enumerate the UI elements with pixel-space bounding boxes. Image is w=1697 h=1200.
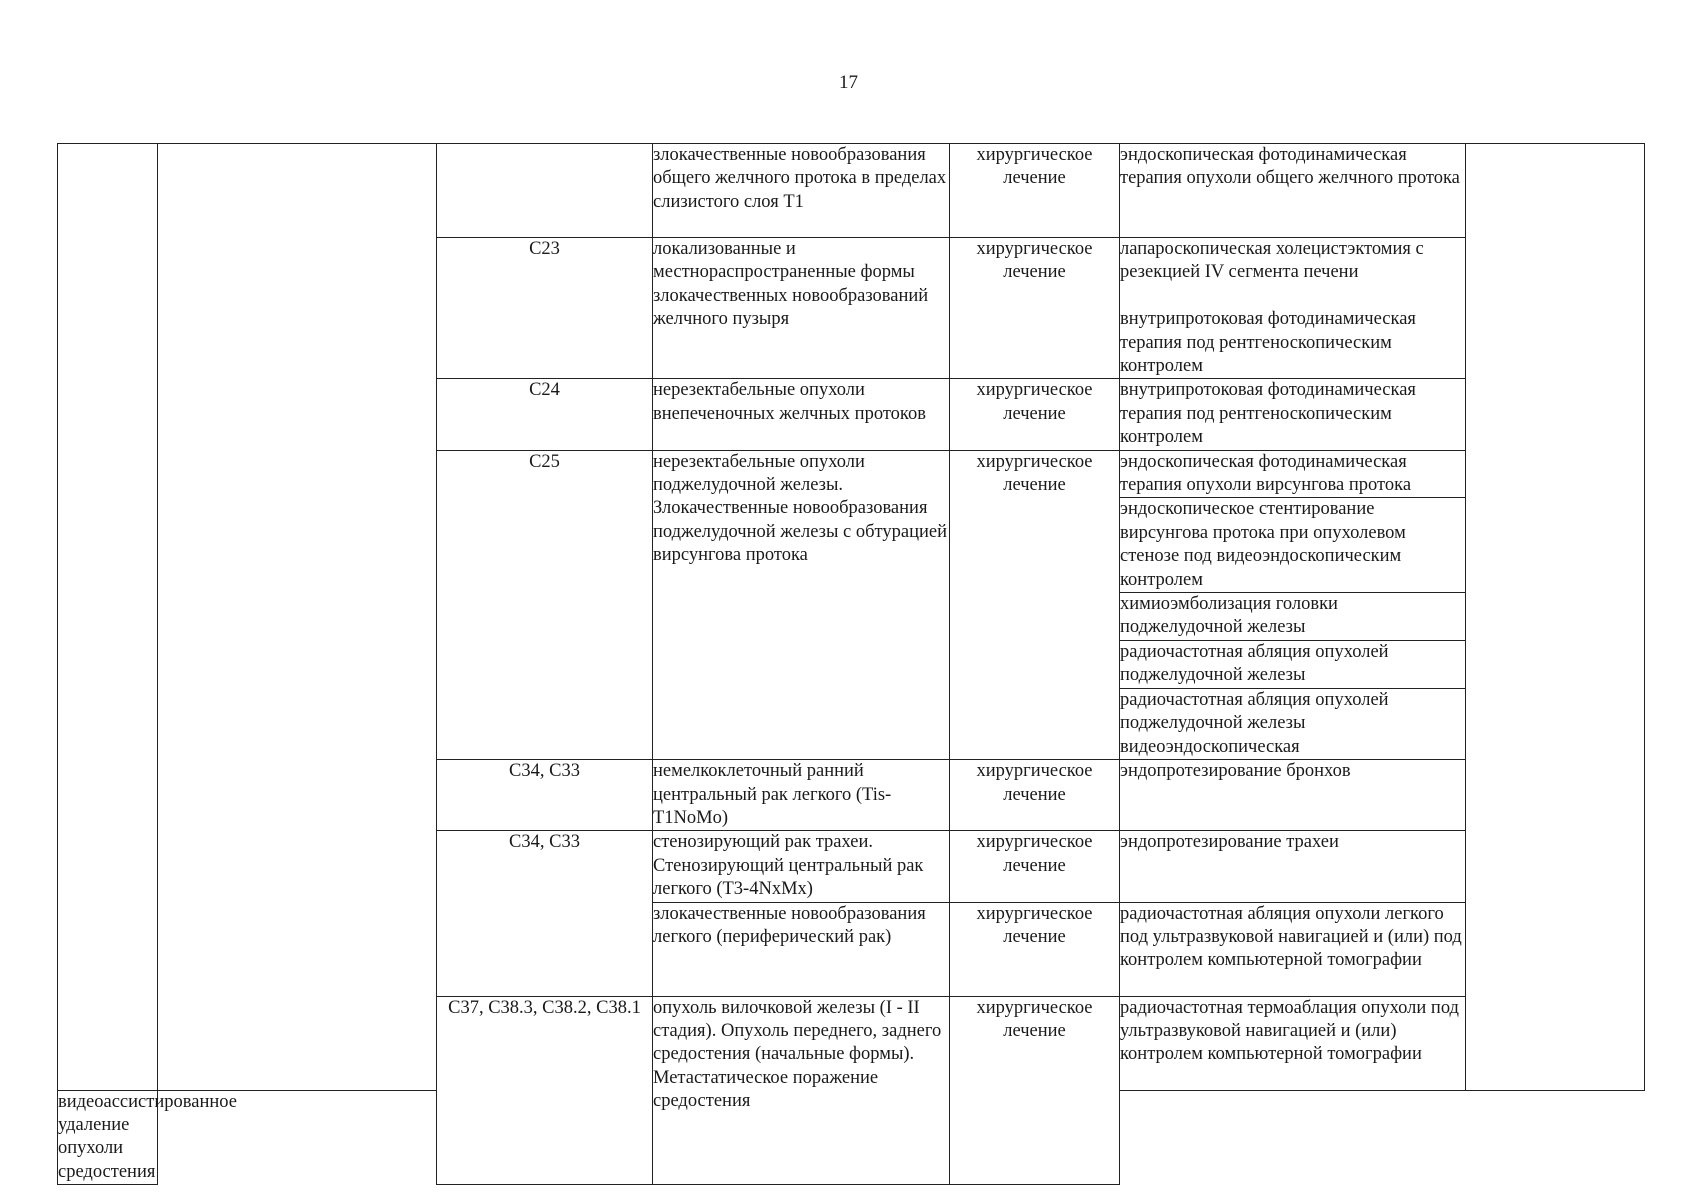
page-number: 17 [839, 72, 858, 93]
treatment-type-cell: хирургическое лечение [950, 238, 1120, 379]
diagnosis-cell: злокачественные новообразования общего желчного протока в пределах слизистого слоя Т1 [653, 144, 950, 238]
col-profile-cell [158, 144, 437, 1091]
code-cell [437, 144, 653, 238]
method-text: лапароскопическая холецистэктомия с резекцией IV сегмента печени [1120, 239, 1424, 283]
method-cell: эндоскопическая фотодинамическая терапия опухоли вирсунгова протока [1120, 450, 1466, 498]
treatment-type-cell: хирургическое лечение [950, 831, 1120, 902]
treatment-table [57, 143, 1645, 1185]
method-text: внутрипротоковая фотодинамическая терапия под рентгеноскопическим контролем [1120, 309, 1416, 377]
code-cell: С25 [437, 450, 653, 759]
method-cell: радиочастотная абляция опухолей поджелудочной железы [1120, 641, 1466, 689]
method-cell: внутрипротоковая фотодинамическая терапия под рентгеноскопическим контролем [1120, 379, 1466, 450]
diagnosis-cell: нерезектабельные опухоли внепеченочных желчных протоков [653, 379, 950, 450]
code-cell: С23 [437, 238, 653, 379]
treatment-type-cell: хирургическое лечение [950, 996, 1120, 1185]
col-number-cell [58, 144, 158, 1091]
code-cell: С34, С33 [437, 760, 653, 831]
treatment-type-cell: хирургическое лечение [950, 144, 1120, 238]
diagnosis-cell: локализованные и местнораспространенные формы злокачественных новообразований желчного пузыря [653, 238, 950, 379]
method-cell: эндоскопическое стентирование вирсунгова протока при опухолевом стенозе под видеоэндоскопическим контролем [1120, 498, 1466, 593]
diagnosis-cell: злокачественные новообразования легкого (периферический рак) [653, 902, 950, 996]
method-cell: эндоскопическая фотодинамическая терапия опухоли общего желчного протока [1120, 144, 1466, 238]
method-cell: видеоассистированное удаление опухоли средостения [58, 1090, 158, 1185]
method-cell [1120, 238, 1466, 379]
method-cell: химиоэмболизация головки поджелудочной железы [1120, 593, 1466, 641]
method-cell: радиочастотная термоаблация опухоли под ультразвуковой навигацией и (или) контролем компьютерной томографии [1120, 996, 1466, 1090]
treatment-type-cell: хирургическое лечение [950, 902, 1120, 996]
diagnosis-cell: стенозирующий рак трахеи. Стенозирующий центральный рак легкого (Т3-4NxMx) [653, 831, 950, 902]
col-norm-cell [1466, 144, 1645, 1091]
method-cell: эндопротезирование бронхов [1120, 760, 1466, 831]
treatment-type-cell: хирургическое лечение [950, 450, 1120, 759]
method-cell: эндопротезирование трахеи [1120, 831, 1466, 902]
table-row [58, 144, 1645, 238]
treatment-type-cell: хирургическое лечение [950, 760, 1120, 831]
method-cell: радиочастотная абляция опухоли легкого под ультразвуковой навигацией и (или) под контролем компьютерной томографии [1120, 902, 1466, 996]
diagnosis-cell: нерезектабельные опухоли поджелудочной железы. Злокачественные новообразования поджелудочной железы с обтурацией вирсунгова протока [653, 450, 950, 759]
diagnosis-cell: опухоль вилочковой железы (I - II стадия). Опухоль переднего, заднего средостения (начальные формы). Метастатическое поражение средостения [653, 996, 950, 1185]
code-cell: С37, С38.3, С38.2, С38.1 [437, 996, 653, 1185]
code-cell: С34, С33 [437, 831, 653, 996]
code-cell: С24 [437, 379, 653, 450]
diagnosis-cell: немелкоклеточный ранний центральный рак легкого (Tis-T1NoMo) [653, 760, 950, 831]
treatment-type-cell: хирургическое лечение [950, 379, 1120, 450]
method-cell: радиочастотная абляция опухолей поджелудочной железы видеоэндоскопическая [1120, 688, 1466, 759]
